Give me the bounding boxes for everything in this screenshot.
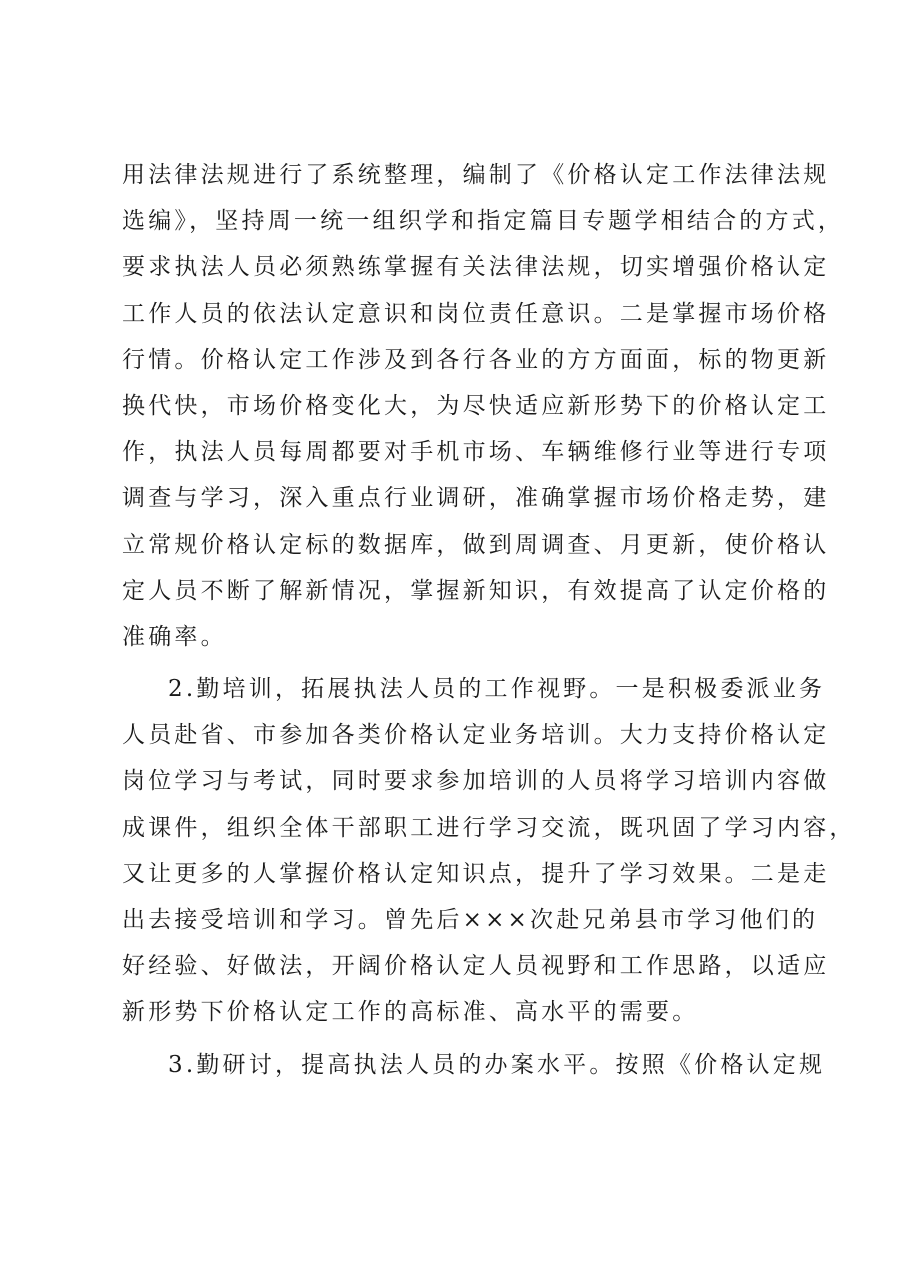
text-line: 又让更多的人掌握价格认定知识点，提升了学习效果。二是走 <box>122 860 830 887</box>
text-line: 作，执法人员每周都要对手机市场、车辆维修行业等进行专项 <box>122 439 830 466</box>
text-line: 3.勤研讨，提高执法人员的办案水平。按照《价格认定规 <box>168 1051 826 1078</box>
text-line: 2.勤培训，拓展执法人员的工作视野。一是积极委派业务 <box>168 676 826 703</box>
paragraph-1 <box>122 152 845 660</box>
text-line: 定人员不断了解新情况，掌握新知识，有效提高了认定价格的 <box>122 577 830 604</box>
paragraph-3 <box>122 1042 826 1088</box>
text-line: 调查与学习，深入重点行业调研，准确掌握市场价格走势，建 <box>122 485 830 512</box>
text-line: 选编》，坚持周一统一组织学和指定篇目专题学相结合的方式， <box>122 208 845 235</box>
text-line: 要求执法人员必须熟练掌握有关法律法规，切实增强价格认定 <box>122 254 830 281</box>
text-line: 用法律法规进行了系统整理，编制了《价格认定工作法律法规 <box>122 162 830 188</box>
text-line: 换代快，市场价格变化大，为尽快适应新形势下的价格认定工 <box>122 392 830 419</box>
text-line: 人员赴省、市参加各类价格认定业务培训。大力支持价格认定 <box>122 722 830 749</box>
text-line: 出去接受培训和学习。曾先后×××次赴兄弟县市学习他们的 <box>122 907 819 933</box>
text-line: 成课件，组织全体干部职工进行学习交流，既巩固了学习内容， <box>122 814 856 841</box>
text-line: 准确率。 <box>122 623 227 650</box>
text-line: 新形势下价格认定工作的高标准、高水平的需要。 <box>122 999 699 1026</box>
document-body <box>122 152 856 1088</box>
text-line: 好经验、好做法，开阔价格认定人员视野和工作思路，以适应 <box>122 953 830 980</box>
text-line: 立常规价格认定标的数据库，做到周调查、月更新，使价格认 <box>122 531 830 558</box>
text-line: 工作人员的依法认定意识和岗位责任意识。二是掌握市场价格 <box>122 300 830 327</box>
text-line: 岗位学习与考试，同时要求参加培训的人员将学习培训内容做 <box>122 768 830 795</box>
text-line: 行情。价格认定工作涉及到各行各业的方方面面，标的物更新 <box>122 346 830 373</box>
paragraph-2 <box>122 666 856 1036</box>
